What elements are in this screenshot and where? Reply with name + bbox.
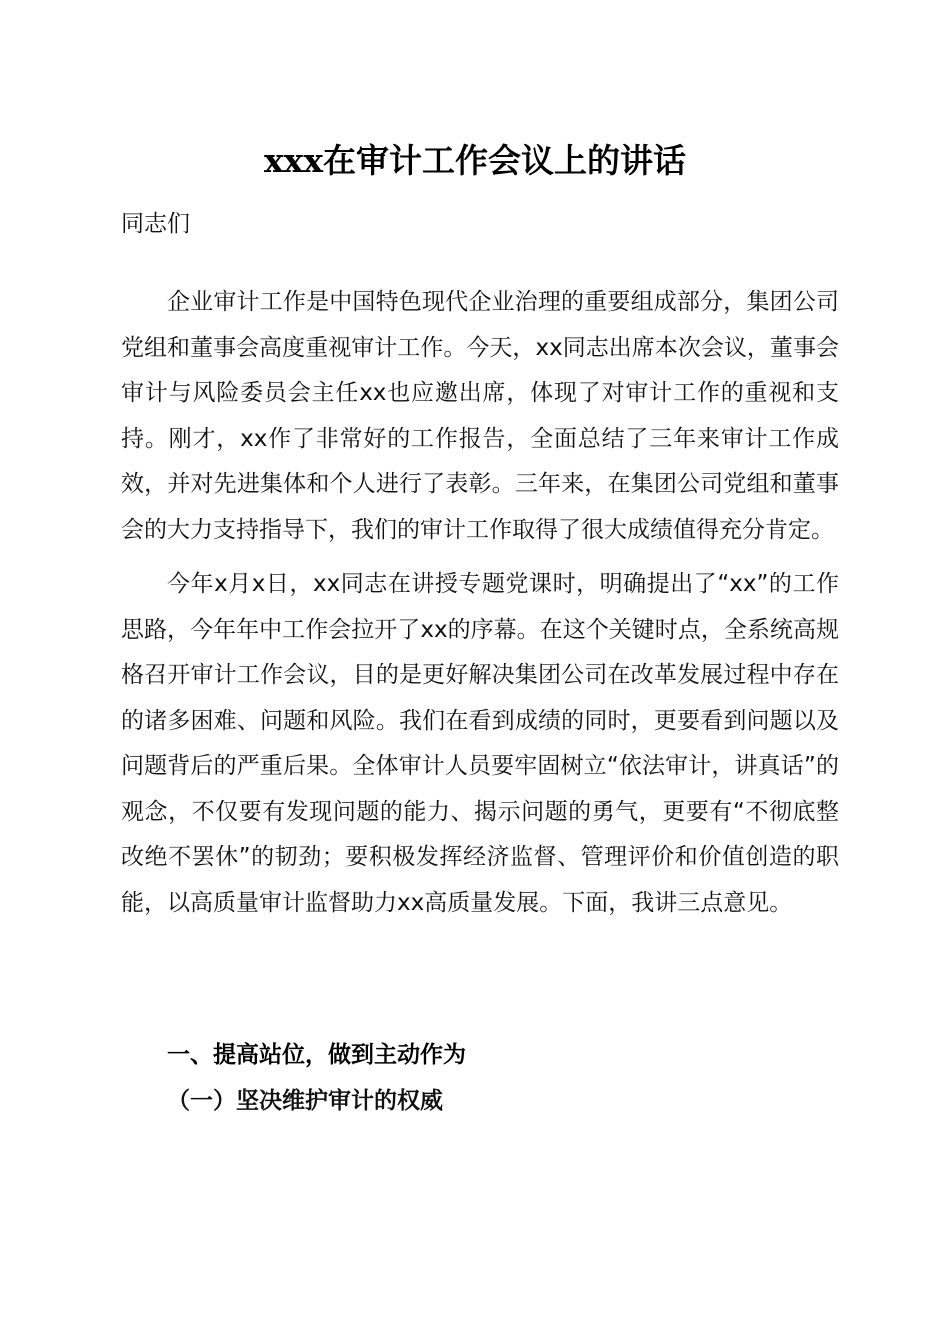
document-title: xxx在审计工作会议上的讲话: [263, 141, 687, 180]
body-paragraph-2: 今年x月x日，xx同志在讲授专题党课时，明确提出了“xx”的工作思路，今年年中工作会拉开了xx的序幕。在这个关键时点，全系统高规格召开审计工作会议，目的是更好解决集团公司在改革发展过程中存在的诸多困难、问题和风险。我们在看到成绩的同时，更要看到问题以及问题背后的严重后果。全体审计人员要牢固树立“依法审计，讲真话”的观念，不仅要有发现问题的能力、揭示问题的勇气，更要有“不彻底整改绝不罢休”的韧劲；要积极发挥经济监督、管理评价和价值创造的职能，以高质量审计监督助力xx高质量发展。下面，我讲三点意见。: [121, 571, 839, 916]
salutation: 同志们: [121, 211, 190, 237]
body-paragraph-1: 企业审计工作是中国特色现代企业治理的重要组成部分，集团公司党组和董事会高度重视审计工作。今天，xx同志出席本次会议，董事会审计与风险委员会主任xx也应邀出席，体现了对审计工作的重视和支持。刚才，xx作了非常好的工作报告，全面总结了三年来审计工作成效，并对先进集体和个人进行了表彰。三年来，在集团公司党组和董事会的大力支持指导下，我们的审计工作取得了很大成绩值得充分肯定。: [121, 289, 839, 543]
subsection-heading: （一）坚决维护审计的权威: [167, 1088, 443, 1114]
section-heading: 一、提高站位，做到主动作为: [167, 1042, 466, 1068]
